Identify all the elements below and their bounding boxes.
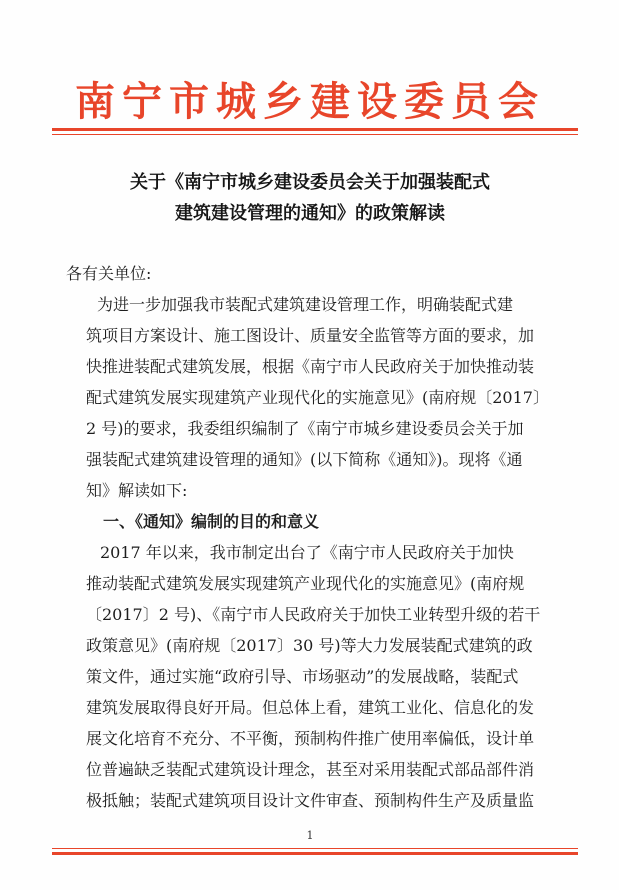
paragraph-line: 为进一步加强我市装配式建筑建设管理工作，明确装配式建 [97, 295, 514, 314]
paragraph-line: 2 号)的要求，我委组织编制了《南宁市城乡建设委员会关于加 [86, 419, 524, 438]
letterhead-rule-thin [52, 134, 578, 135]
footer-rule-thin [52, 848, 578, 849]
paragraph-line: 知》解读如下: [86, 481, 188, 500]
paragraph-line: 强装配式建筑建设管理的通知》(以下简称《通知》)。现将《通 [86, 450, 523, 469]
page-number: 1 [306, 829, 314, 842]
paragraph-line: 极抵触；装配式建筑项目设计文件审查、预制构件生产及质量监 [86, 791, 535, 810]
paragraph-line: 展文化培育不充分、不平衡，预制构件推广使用率偏低，设计单 [86, 729, 535, 748]
paragraph-line: 〔2017〕2 号)、《南宁市人民政府关于加快工业转型升级的若干 [86, 605, 541, 624]
paragraph-line: 建筑发展取得良好开局。但总体上看，建筑工业化、信息化的发 [86, 698, 535, 717]
paragraph-line: 快推进装配式建筑发展，根据《南宁市人民政府关于加快推动装 [86, 357, 535, 376]
letterhead-org-name: 南宁市城乡建设委员会 [75, 78, 545, 125]
document-title-line-2: 建筑建设管理的通知》的政策解读 [175, 203, 445, 224]
section-heading: 一、《通知》编制的目的和意义 [103, 512, 320, 531]
footer-rule-thick [52, 852, 578, 855]
paragraph-line: 策文件，通过实施“政府引导、市场驱动”的发展战略，装配式 [86, 667, 519, 686]
paragraph-line: 政策意见》(南府规〔2017〕30 号)等大力发展装配式建筑的政 [86, 636, 533, 655]
paragraph-line: 配式建筑发展实现建筑产业现代化的实施意见》(南府规〔2017〕 [86, 388, 549, 407]
salutation: 各有关单位: [66, 264, 152, 283]
paragraph-line: 筑项目方案设计、施工图设计、质量安全监管等方面的要求，加 [86, 326, 535, 345]
paragraph-line: 2017 年以来，我市制定出台了《南宁市人民政府关于加快 [100, 543, 514, 562]
paragraph-line: 位普遍缺乏装配式建筑设计理念，甚至对采用装配式部品部件消 [86, 760, 535, 779]
document-title-line-1: 关于《南宁市城乡建设委员会关于加强装配式 [130, 172, 490, 193]
letterhead-rule-thick [52, 128, 578, 131]
paragraph-line: 推动装配式建筑发展实现建筑产业现代化的实施意见》(南府规 [86, 574, 525, 593]
